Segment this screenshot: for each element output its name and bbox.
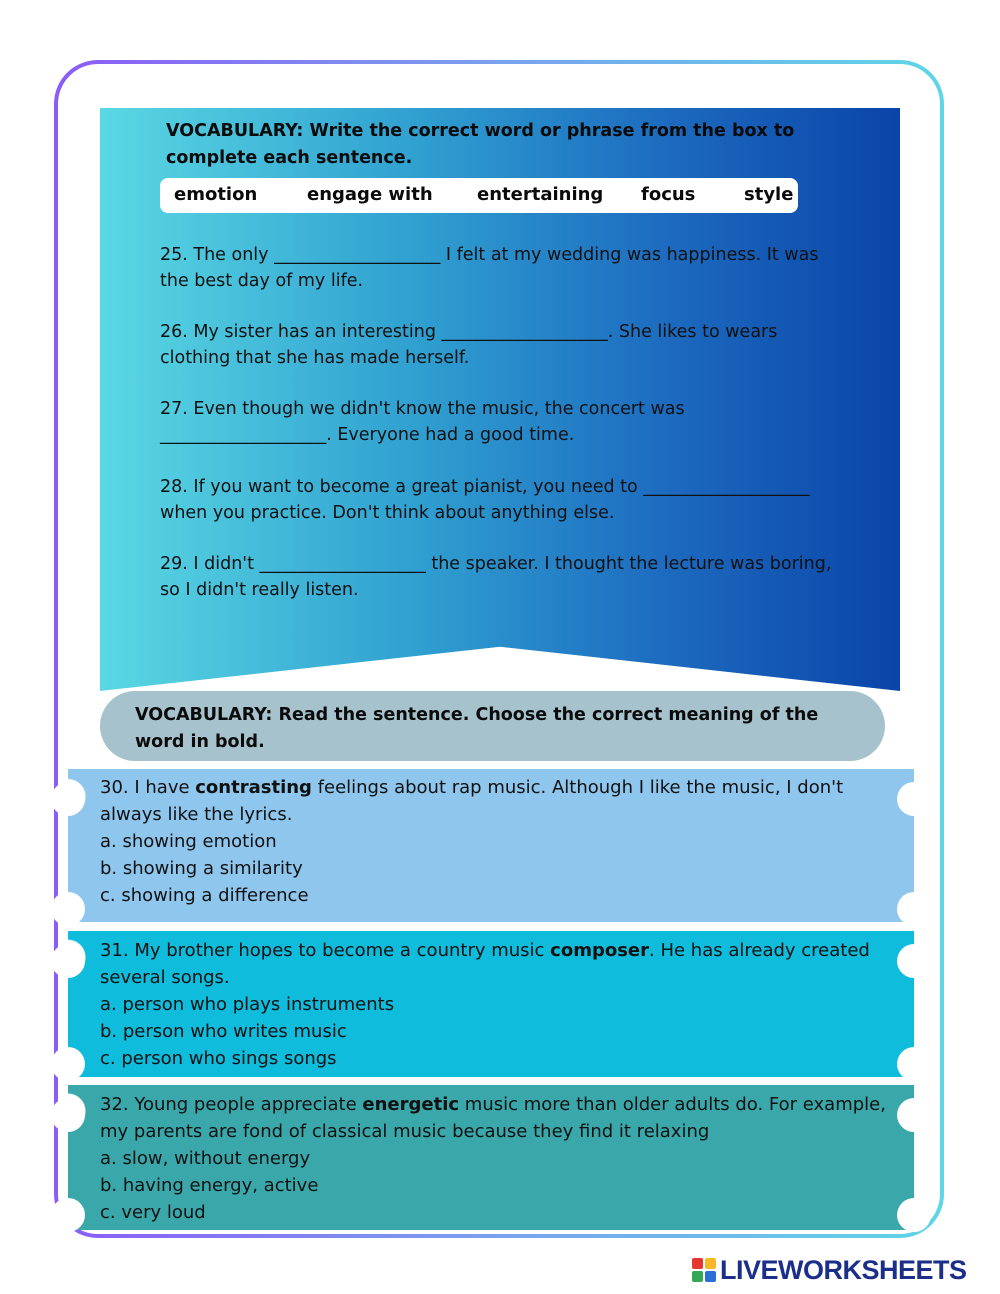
question-31 bbox=[100, 937, 910, 1072]
answer-option-c[interactable]: c. showing a difference bbox=[100, 885, 309, 906]
question-line: when you practice. Don't think about anything else. bbox=[160, 503, 615, 523]
question-line: 27. Even though we didn't know the music, the concert was bbox=[160, 399, 685, 419]
question-text: 31. My brother hopes to become a country music composer. He has already created several songs. bbox=[100, 940, 870, 988]
section1-instruction: VOCABULARY: Write the correct word or phrase from the box to complete each sentence. bbox=[166, 121, 795, 168]
word-option: entertaining bbox=[477, 184, 604, 205]
question-26[interactable] bbox=[160, 319, 865, 371]
answer-option-a[interactable]: a. slow, without energy bbox=[100, 1148, 311, 1169]
word-option: style bbox=[744, 184, 794, 205]
question-text: 32. Young people appreciate energetic music more than older adults do. For example, my parents are fond of classical music because they find it relaxing bbox=[100, 1094, 886, 1142]
word-box bbox=[160, 178, 798, 213]
answer-option-b[interactable]: b. person who writes music bbox=[100, 1021, 347, 1042]
answer-option-a[interactable]: a. person who plays instruments bbox=[100, 994, 395, 1015]
logo-text: LIVEWORKSHEETS bbox=[720, 1254, 967, 1285]
question-line: 26. My sister has an interesting ___________________. She likes to wears bbox=[160, 322, 778, 342]
word-option: focus bbox=[641, 184, 696, 205]
logo-icon bbox=[692, 1258, 716, 1282]
question-line: the best day of my life. bbox=[160, 271, 364, 291]
card-notch bbox=[51, 1047, 85, 1081]
card-notch bbox=[51, 1198, 85, 1232]
bold-word: energetic bbox=[362, 1094, 460, 1115]
card-notch bbox=[51, 782, 85, 816]
question-line: 25. The only ___________________ I felt at my wedding was happiness. It was bbox=[160, 245, 819, 265]
question-line: 29. I didn't ___________________ the speaker. I thought the lecture was boring, bbox=[160, 554, 832, 574]
question-27[interactable] bbox=[160, 396, 865, 448]
section2-instruction: VOCABULARY: Read the sentence. Choose the correct meaning of the word in bold. bbox=[135, 705, 819, 752]
word-option: emotion bbox=[174, 184, 258, 205]
question-30 bbox=[100, 774, 910, 909]
question-32 bbox=[100, 1091, 910, 1226]
card-notch bbox=[51, 944, 85, 978]
answer-option-c[interactable]: c. very loud bbox=[100, 1202, 206, 1223]
answer-option-b[interactable]: b. having energy, active bbox=[100, 1175, 319, 1196]
answer-option-b[interactable]: b. showing a similarity bbox=[100, 858, 303, 879]
question-28[interactable] bbox=[160, 474, 865, 526]
answer-option-c[interactable]: c. person who sings songs bbox=[100, 1048, 337, 1069]
card-notch bbox=[51, 1098, 85, 1132]
question-29[interactable] bbox=[160, 551, 865, 603]
bold-word: composer bbox=[550, 940, 650, 961]
question-line: 28. If you want to become a great pianist, you need to ___________________ bbox=[160, 477, 810, 497]
question-25[interactable] bbox=[160, 242, 865, 294]
question-line: clothing that she has made herself. bbox=[160, 348, 470, 368]
question-line: ___________________. Everyone had a good time. bbox=[160, 425, 575, 445]
answer-option-a[interactable]: a. showing emotion bbox=[100, 831, 277, 852]
liveworksheets-logo bbox=[692, 1255, 967, 1285]
bold-word: contrasting bbox=[195, 777, 312, 798]
card-notch bbox=[51, 892, 85, 926]
question-text: 30. I have contrasting feelings about rap music. Although I like the music, I don't always like the lyrics. bbox=[100, 777, 844, 825]
word-option: engage with bbox=[307, 184, 433, 205]
question-line: so I didn't really listen. bbox=[160, 580, 359, 600]
